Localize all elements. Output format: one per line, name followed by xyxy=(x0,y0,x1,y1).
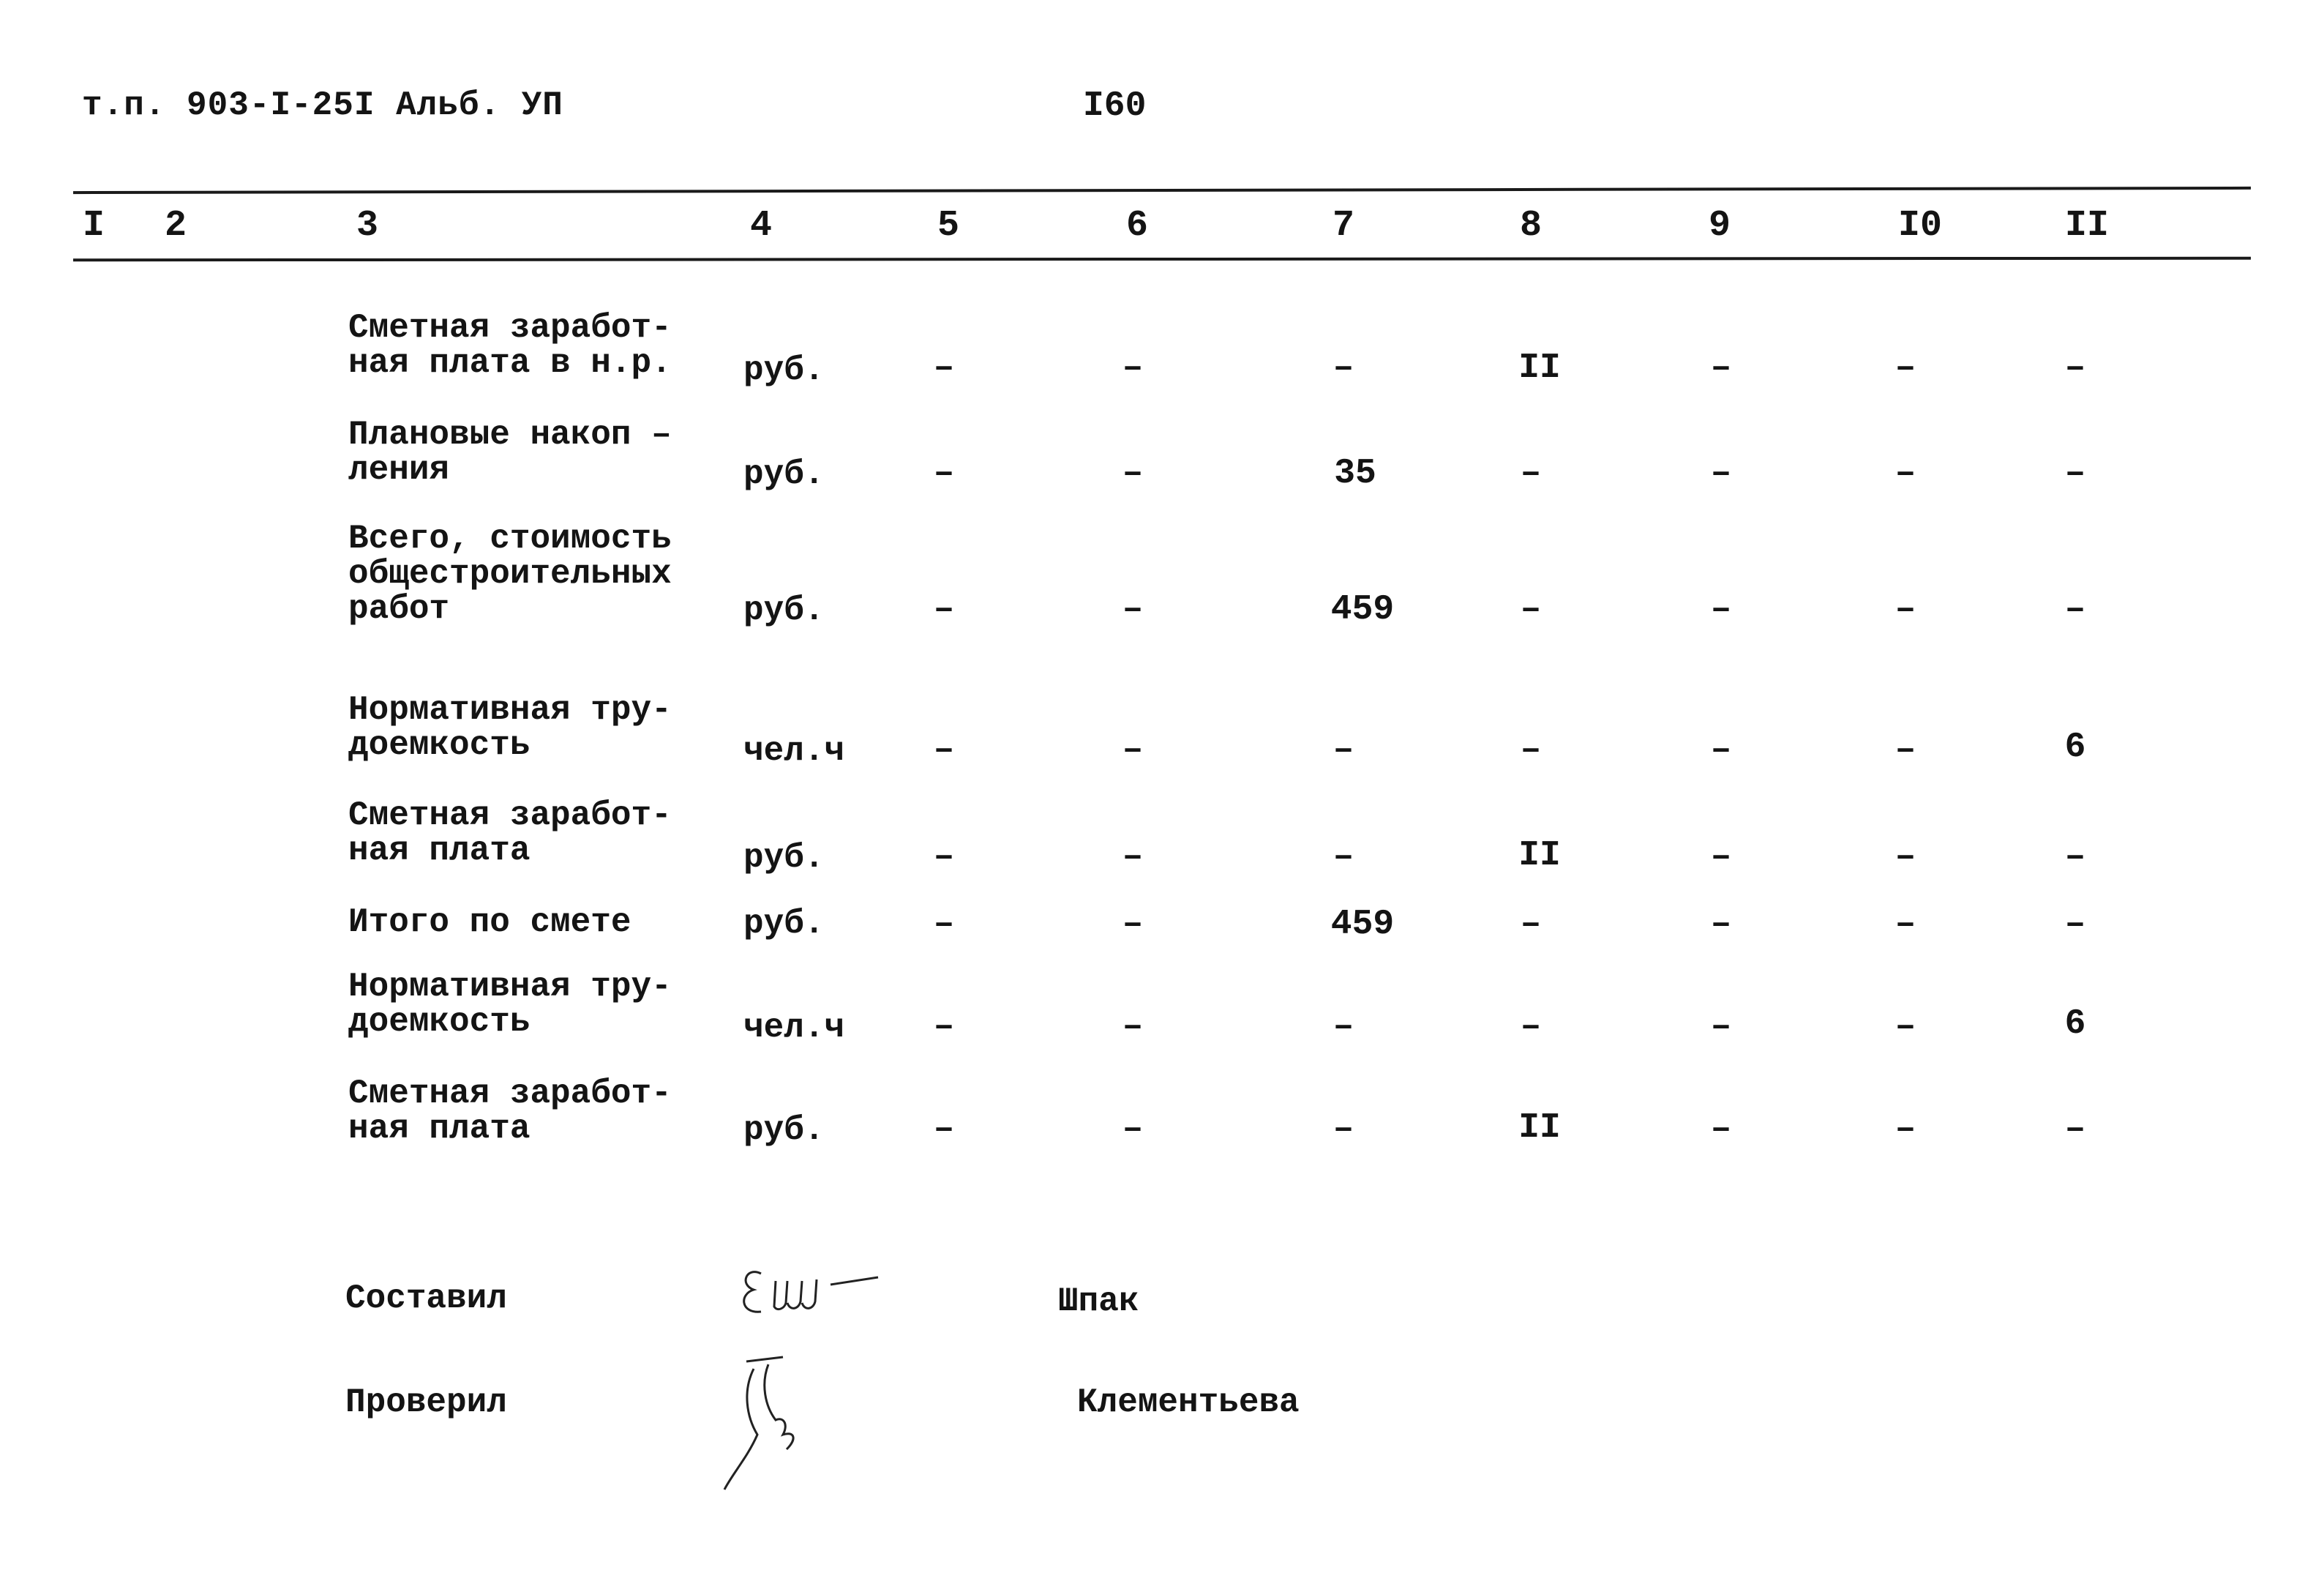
cell-col5: – xyxy=(933,590,955,629)
row-unit: чел.ч xyxy=(743,1009,845,1047)
row-unit: руб. xyxy=(743,905,825,943)
row-unit: чел.ч xyxy=(743,732,845,770)
table-top-rule xyxy=(73,187,2251,194)
cell-col11: 6 xyxy=(2064,728,2086,767)
cell-col5: – xyxy=(933,837,955,877)
column-number-10: I0 xyxy=(1897,205,1942,247)
cell-col10: – xyxy=(1894,837,1916,877)
cell-col8: – xyxy=(1520,731,1542,770)
document-code: т.п. 903-I-25I Альб. УП xyxy=(82,86,563,124)
cell-col6: – xyxy=(1122,1110,1144,1149)
cell-col5: – xyxy=(933,1007,955,1047)
column-number-6: 6 xyxy=(1125,205,1148,247)
cell-col10: – xyxy=(1894,454,1916,493)
compiled-by-name: Шпак xyxy=(1058,1282,1139,1320)
cell-col9: – xyxy=(1710,837,1732,877)
cell-col5: – xyxy=(933,454,955,493)
cell-col6: – xyxy=(1122,905,1144,944)
compiled-by-label: Составил xyxy=(345,1279,507,1318)
column-number-4: 4 xyxy=(749,205,772,247)
cell-col8: II xyxy=(1518,348,1561,388)
cell-col9: – xyxy=(1710,1007,1732,1047)
cell-col5: – xyxy=(933,1110,955,1149)
checked-signature xyxy=(702,1347,820,1493)
cell-col10: – xyxy=(1894,731,1916,770)
cell-col9: – xyxy=(1710,905,1732,944)
cell-col10: – xyxy=(1894,905,1916,944)
cell-col9: – xyxy=(1710,1110,1732,1149)
cell-col8: – xyxy=(1520,905,1542,944)
cell-col8: – xyxy=(1520,590,1542,629)
cell-col7: – xyxy=(1332,837,1354,877)
row-description: Сметная заработ- ная плата xyxy=(348,796,672,870)
column-number-1: I xyxy=(82,205,105,247)
cell-col10: – xyxy=(1894,348,1916,388)
table-header-rule xyxy=(73,257,2251,262)
cell-col7: 459 xyxy=(1330,905,1395,944)
compiled-signature xyxy=(732,1244,922,1332)
cell-col7: 35 xyxy=(1334,454,1376,493)
cell-col11: – xyxy=(2064,837,2086,877)
row-unit: руб. xyxy=(743,839,825,877)
cell-col6: – xyxy=(1122,731,1144,770)
cell-col9: – xyxy=(1710,348,1732,388)
column-number-7: 7 xyxy=(1332,205,1354,247)
cell-col8: – xyxy=(1520,454,1542,493)
checked-by-label: Проверил xyxy=(345,1383,507,1421)
row-description: Нормативная тру- доемкость xyxy=(348,691,672,764)
column-number-11: II xyxy=(2064,205,2109,247)
column-number-3: 3 xyxy=(356,205,378,247)
cell-col6: – xyxy=(1122,1007,1144,1047)
cell-col11: 6 xyxy=(2064,1004,2086,1044)
cell-col5: – xyxy=(933,348,955,388)
cell-col6: – xyxy=(1122,837,1144,877)
column-number-2: 2 xyxy=(164,205,187,247)
cell-col11: – xyxy=(2064,590,2086,629)
cell-col9: – xyxy=(1710,731,1732,770)
cell-col11: – xyxy=(2064,905,2086,944)
row-description: Всего, стоимость общестроительных работ xyxy=(348,520,672,628)
cell-col7: – xyxy=(1332,348,1354,388)
cell-col10: – xyxy=(1894,1110,1916,1149)
row-description: Нормативная тру- доемкость xyxy=(348,968,672,1041)
checked-by-name: Клементьева xyxy=(1077,1383,1300,1421)
cell-col9: – xyxy=(1710,590,1732,629)
cell-col7: – xyxy=(1332,1110,1354,1149)
cell-col11: – xyxy=(2064,1110,2086,1149)
cell-col9: – xyxy=(1710,454,1732,493)
cell-col10: – xyxy=(1894,1007,1916,1047)
cell-col8: II xyxy=(1518,1108,1561,1148)
page-number: I60 xyxy=(1083,86,1147,126)
row-description: Итого по смете xyxy=(348,903,631,941)
row-unit: руб. xyxy=(743,455,825,493)
cell-col5: – xyxy=(933,731,955,770)
column-number-5: 5 xyxy=(937,205,959,247)
column-number-8: 8 xyxy=(1519,205,1542,247)
row-description: Плановые накоп – ления xyxy=(348,416,672,489)
cell-col10: – xyxy=(1894,590,1916,629)
cell-col11: – xyxy=(2064,348,2086,388)
cell-col8: II xyxy=(1518,836,1561,875)
row-unit: руб. xyxy=(743,351,825,389)
row-unit: руб. xyxy=(743,591,825,629)
column-number-9: 9 xyxy=(1708,205,1731,247)
cell-col5: – xyxy=(933,905,955,944)
row-description: Сметная заработ- ная плата в н.р. xyxy=(348,309,672,382)
row-description: Сметная заработ- ная плата xyxy=(348,1075,672,1148)
cell-col7: 459 xyxy=(1330,590,1395,629)
cell-col8: – xyxy=(1520,1007,1542,1047)
cell-col11: – xyxy=(2064,454,2086,493)
cell-col6: – xyxy=(1122,348,1144,388)
cell-col7: – xyxy=(1332,1007,1354,1047)
row-unit: руб. xyxy=(743,1111,825,1149)
cell-col6: – xyxy=(1122,590,1144,629)
cell-col7: – xyxy=(1332,731,1354,770)
cell-col6: – xyxy=(1122,454,1144,493)
